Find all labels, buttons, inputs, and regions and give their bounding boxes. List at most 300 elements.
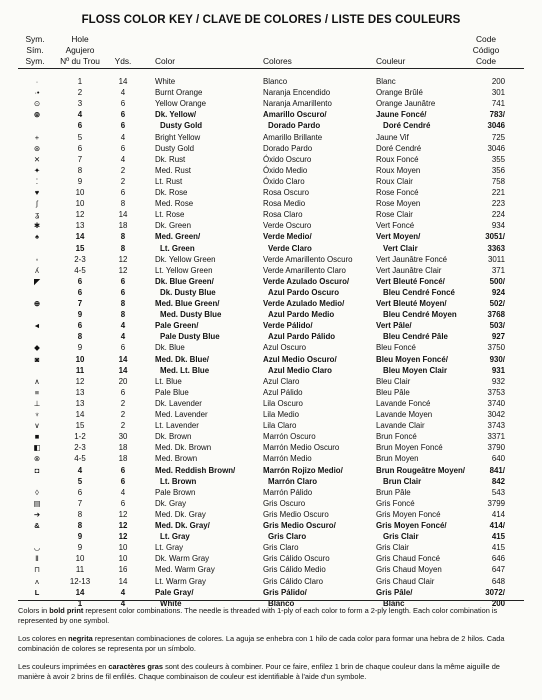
couleur-cell: Vert Bleuté Moyen/ [376, 299, 447, 308]
color-name-cell: Lt. Lavender [155, 421, 199, 431]
color-name-cell: Med. Dk. Gray [155, 509, 206, 519]
color-name-cell: White [155, 77, 176, 86]
yards-cell: 4 [120, 88, 126, 98]
symbol-cell: ʓ [34, 210, 40, 220]
colores-cell: Azul Medio Oscuro/ [263, 354, 337, 364]
symbol-cell: · [35, 77, 39, 86]
yards-cell: 12 [118, 532, 128, 542]
code-cell: 3011 [488, 254, 505, 264]
table-row [0, 365, 542, 376]
couleur-cell: Roux Moyen [376, 165, 421, 175]
code-cell: 842 [491, 476, 505, 486]
colores-cell: Óxido Medio [263, 165, 308, 175]
colores-cell: Verde Oscuro [263, 221, 312, 231]
hole-cell: 9 [77, 310, 83, 320]
hole-cell: 8 [77, 521, 83, 530]
hole-cell: 11 [75, 565, 85, 575]
couleur-cell: Brun Pâle [376, 487, 411, 497]
symbol-cell: ʎ [35, 265, 39, 275]
code-cell: 3750 [487, 343, 505, 353]
symbol-cell: ◦ [35, 254, 39, 264]
code-cell: 725 [491, 132, 505, 142]
color-header: Color [155, 56, 176, 66]
yards-cell: 4 [120, 598, 126, 608]
hole-header: Hole Agujero Nº du Trou [60, 34, 100, 66]
code-cell: 3072/ [485, 587, 505, 597]
color-name-cell: Med. Dk. Blue/ [155, 354, 209, 364]
table-row [0, 132, 542, 143]
hole-cell: 8 [77, 165, 83, 175]
hole-cell: 5 [77, 476, 83, 486]
hole-cell: 10 [75, 554, 85, 564]
code-cell: 503/ [489, 321, 505, 331]
hole-cell: 6 [77, 287, 83, 297]
colores-cell: Azul Pardo Pálido [268, 332, 336, 342]
symbol-cell: ▤ [33, 498, 41, 508]
yards-cell: 30 [118, 432, 128, 442]
color-name-cell: Dk. Green [155, 221, 191, 231]
colores-cell: Marrón Rojizo Medio/ [263, 465, 343, 475]
yards-cell: 8 [120, 299, 126, 308]
couleur-cell: Doré Cendré [376, 143, 422, 153]
symbol-cell: ♥ [34, 188, 40, 197]
yards-cell: 8 [120, 232, 126, 242]
yards-cell: 2 [120, 176, 126, 186]
yards-cell: 12 [118, 254, 128, 264]
colores-cell: Verde Claro [268, 243, 312, 253]
code-cell: 3371 [487, 432, 505, 442]
table-row [0, 231, 542, 242]
colores-cell: Marrón Medio Oscuro [263, 443, 340, 453]
yards-cell: 6 [120, 343, 126, 353]
hole-cell: 6 [77, 487, 83, 497]
color-name-cell: Pale Dusty Blue [160, 332, 220, 342]
code-cell: 930/ [489, 354, 505, 364]
table-row [0, 564, 542, 575]
table-row [0, 431, 542, 442]
hole-cell: 6 [77, 321, 83, 331]
table-row [0, 342, 542, 353]
symbol-cell: ◊ [35, 487, 39, 497]
symbol-cell: ♆ [34, 410, 40, 419]
hole-cell: 9 [77, 176, 83, 186]
hole-cell: 1-2 [74, 432, 86, 442]
footer-rule [18, 600, 524, 601]
color-name-cell: Med. Lavender [155, 410, 208, 419]
couleur-cell: Gris Moyen Foncé/ [376, 521, 447, 530]
color-name-cell: Lt. Rose [155, 210, 185, 220]
yards-cell: 2 [120, 398, 126, 408]
hole-cell: 4 [77, 465, 83, 475]
colores-cell: Dorado Pardo [263, 143, 313, 153]
color-name-cell: Dk. Blue Green/ [155, 276, 214, 286]
yards-cell: 4 [120, 487, 126, 497]
colores-cell: Marrón Oscuro [263, 432, 316, 442]
colores-cell: Rosa Claro [263, 210, 303, 220]
color-name-cell: Dusty Gold [160, 121, 203, 131]
color-name-cell: Med. Rust [155, 165, 191, 175]
color-name-cell: Lt. Blue [155, 376, 182, 386]
colores-header: Colores [263, 56, 292, 66]
color-name-cell: Dusty Gold [155, 143, 195, 153]
color-name-cell: Dk. Yellow Green [155, 254, 216, 264]
symbol-cell: ◧ [33, 443, 41, 453]
code-cell: 3051/ [485, 232, 505, 242]
colores-cell: Azul Claro [263, 376, 300, 386]
symbol-cell: ✦ [33, 165, 41, 175]
hole-cell: 13 [75, 221, 85, 231]
couleur-cell: Roux Clair [376, 176, 413, 186]
couleur-cell: Lavande Foncé [376, 398, 431, 408]
hole-cell: 4-5 [74, 454, 86, 464]
hole-cell: 4 [77, 110, 83, 120]
colores-cell: Blanco [268, 598, 295, 608]
symbol-cell: ♠ [35, 232, 39, 242]
couleur-cell: Vert Foncé [376, 221, 415, 231]
code-cell: 741 [491, 99, 505, 109]
symbol-cell: ⁚ [35, 176, 39, 186]
note-french: Les couleurs imprimées en caractères gras sont des couleurs à combiner. Pour ce faire, enfilez 1 brin de chaque couleur dans la même aiguille de manière à avoir 2 brins de fil enfilés. Chaque combinaison de couleur est identifiable à l'aide d'un symbole. [18, 662, 500, 681]
couleur-cell: Bleu Moyen Foncé/ [376, 354, 448, 364]
hole-cell: 7 [77, 154, 83, 164]
yards-cell: 2 [120, 421, 126, 431]
symbol-cell: ✕ [33, 154, 41, 164]
yards-cell: 14 [118, 365, 128, 375]
symbol-cell: ◙ [34, 354, 40, 364]
yards-cell: 14 [118, 210, 128, 220]
code-cell: 414/ [489, 521, 505, 530]
yards-cell: 12 [118, 521, 128, 530]
hole-cell: 1 [77, 77, 83, 86]
code-cell: 200 [491, 598, 505, 608]
colores-cell: Gris Medio Oscuro [263, 509, 329, 519]
colores-cell: Marrón Pálido [263, 487, 313, 497]
table-row [0, 198, 542, 209]
note-english: Colors in bold print represent color combinations. The needle is threaded with 1-ply of each color to form a 2-ply length. Each color combination is represented by one symbol. [18, 606, 498, 625]
symbol-cell: ⊙ [33, 99, 41, 109]
colores-cell: Amarillo Oscuro/ [263, 110, 327, 120]
couleur-cell: Blanc [383, 598, 405, 608]
hole-cell: 15 [75, 243, 85, 253]
table-row [0, 98, 542, 109]
color-name-cell: Pale Brown [155, 487, 196, 497]
code-cell: 640 [491, 454, 505, 464]
couleur-cell: Brun Moyen [376, 454, 419, 464]
table-row [0, 243, 542, 254]
code-cell: 3743 [487, 421, 505, 431]
yards-cell: 4 [120, 332, 126, 342]
color-name-cell: Med. Rose [155, 199, 194, 209]
color-name-cell: White [160, 598, 182, 608]
couleur-cell: Jaune Vif [376, 132, 409, 142]
couleur-cell: Vert Clair [383, 243, 418, 253]
sym-header: Sym. Sím. Sym. [25, 34, 45, 66]
symbol-cell: ⊚ [33, 110, 41, 120]
colores-cell: Marrón Medio [263, 454, 312, 464]
symbol-cell: ∨ [34, 421, 40, 431]
colores-cell: Óxido Oscuro [263, 154, 312, 164]
color-name-cell: Dk. Rose [155, 188, 188, 197]
colores-cell: Naranja Encendido [263, 88, 331, 98]
symbol-cell: ·• [34, 88, 40, 98]
yards-cell: 10 [118, 554, 128, 564]
code-cell: 414 [491, 509, 505, 519]
colores-cell: Verde Amarillento Claro [263, 265, 346, 275]
code-cell: 927 [491, 332, 505, 342]
hole-cell: 10 [75, 188, 85, 197]
table-row [0, 420, 542, 431]
code-cell: 224 [491, 210, 505, 220]
yards-cell: 4 [120, 154, 126, 164]
colores-cell: Gris Cálido Oscuro [263, 554, 330, 564]
hole-cell: 12 [75, 376, 85, 386]
code-cell: 3753 [487, 387, 505, 397]
yards-cell: 10 [118, 543, 128, 553]
symbol-cell: Ⅱ [35, 554, 39, 564]
symbol-cell: ◆ [34, 343, 40, 353]
code-cell: 223 [491, 199, 505, 209]
symbol-cell: ⊓ [34, 565, 40, 575]
code-cell: 415 [491, 532, 505, 542]
yards-cell: 8 [120, 243, 126, 253]
color-name-cell: Burnt Orange [155, 88, 203, 98]
code-cell: 543 [491, 487, 505, 497]
table-row [0, 276, 542, 287]
colores-cell: Blanco [263, 77, 288, 86]
header-rule [18, 68, 524, 69]
table-row [0, 398, 542, 409]
hole-cell: 6 [77, 121, 83, 131]
couleur-cell: Bleu Moyen Clair [383, 365, 448, 375]
color-name-cell: Pale Green/ [155, 321, 199, 331]
code-cell: 934 [491, 221, 505, 231]
couleur-cell: Bleu Foncé [376, 343, 416, 353]
table-row [0, 553, 542, 564]
yards-cell: 18 [118, 454, 128, 464]
code-cell: 3740 [487, 398, 505, 408]
color-name-cell: Dk. Brown [155, 432, 192, 442]
hole-cell: 4-5 [74, 265, 86, 275]
colores-cell: Azul Pardo Oscuro [268, 287, 340, 297]
colores-cell: Rosa Medio [263, 199, 306, 209]
colores-cell: Gris Claro [263, 543, 299, 553]
colores-cell: Gris Claro [268, 532, 307, 542]
code-cell: 647 [491, 565, 505, 575]
hole-cell: 13 [75, 387, 85, 397]
colores-cell: Lila Claro [263, 421, 297, 431]
couleur-cell: Gris Clair [383, 532, 419, 542]
color-name-cell: Med. Dk. Brown [155, 443, 212, 453]
couleur-cell: Roux Foncé [376, 154, 419, 164]
yards-cell: 6 [120, 121, 126, 131]
couleur-cell: Bleu Cendré Moyen [383, 310, 457, 320]
colores-cell: Verde Medio/ [263, 232, 312, 242]
table-row [0, 187, 542, 198]
hole-cell: 15 [75, 421, 85, 431]
symbol-cell: ⊗ [33, 454, 41, 464]
couleur-cell: Orange Jaunâtre [376, 99, 436, 109]
hole-cell: 8 [77, 332, 83, 342]
hole-cell: 2-3 [74, 254, 86, 264]
colores-cell: Rosa Oscuro [263, 188, 310, 197]
yards-cell: 6 [120, 276, 126, 286]
couleur-cell: Gris Chaud Clair [376, 576, 435, 586]
color-name-cell: Dk. Yellow/ [155, 110, 197, 120]
code-cell: 200 [491, 77, 505, 86]
table-row [0, 254, 542, 265]
symbol-cell: ⊕ [33, 299, 41, 308]
couleur-cell: Brun Foncé [376, 432, 417, 442]
symbol-cell: ■ [34, 432, 40, 442]
yards-cell: 12 [118, 509, 128, 519]
couleur-cell: Brun Clair [383, 476, 422, 486]
colores-cell: Marrón Claro [268, 476, 318, 486]
note-spanish: Los colores en negrita representan combinaciones de colores. La aguja se enhebra con 1 hilo de cada color para formar una hebra de 2 hilos. Cada combinación de colores se representa por un símbolo. [18, 634, 505, 653]
color-name-cell: Lt. Brown [160, 476, 197, 486]
code-cell: 648 [491, 576, 505, 586]
table-row [0, 209, 542, 220]
yards-cell: 14 [118, 77, 128, 86]
hole-cell: 3 [77, 99, 83, 109]
color-name-cell: Med. Green/ [155, 232, 201, 242]
yards-cell: 16 [118, 565, 128, 575]
color-name-cell: Lt. Warm Gray [155, 576, 206, 586]
table-row [0, 465, 542, 476]
code-cell: 371 [491, 265, 505, 275]
code-cell: 646 [491, 554, 505, 564]
table-row [0, 309, 542, 320]
color-name-cell: Med. Brown [155, 454, 198, 464]
table-row [0, 453, 542, 464]
colores-cell: Azul Pálido [263, 387, 303, 397]
hole-cell: 10 [75, 199, 85, 209]
table-row [0, 331, 542, 342]
colores-cell: Naranja Amarillento [263, 99, 332, 109]
table-row [0, 387, 542, 398]
table-row [0, 376, 542, 387]
yards-cell: 6 [120, 465, 126, 475]
couleur-cell: Bleu Pâle [376, 387, 410, 397]
colores-cell: Azul Medio Claro [268, 365, 333, 375]
hole-cell: 14 [75, 587, 85, 597]
couleur-header: Couleur [376, 56, 406, 66]
hole-cell: 14 [75, 410, 85, 419]
color-name-cell: Lt. Rust [155, 176, 183, 186]
colores-cell: Gris Cálido Medio [263, 565, 326, 575]
color-name-cell: Dk. Blue [155, 343, 185, 353]
color-name-cell: Bright Yellow [155, 132, 201, 142]
couleur-cell: Blanc [376, 77, 396, 86]
yards-cell: 14 [118, 576, 128, 586]
hole-cell: 11 [75, 365, 85, 375]
table-row [0, 87, 542, 98]
code-cell: 758 [491, 176, 505, 186]
symbol-cell: ➔ [33, 509, 41, 519]
symbol-cell: ◂ [35, 321, 39, 331]
symbol-cell: ⊥ [33, 398, 41, 408]
table-row [0, 76, 542, 87]
table-row [0, 220, 542, 231]
couleur-cell: Vert Jaunâtre Clair [376, 265, 442, 275]
color-name-cell: Lt. Yellow Green [155, 265, 213, 275]
yds-header: Yds. [114, 56, 132, 66]
code-cell: 221 [491, 188, 505, 197]
table-row [0, 354, 542, 365]
color-name-cell: Med. Dk. Gray/ [155, 521, 210, 530]
symbol-cell: ◘ [34, 465, 40, 475]
yards-cell: 14 [118, 354, 128, 364]
couleur-cell: Bleu Clair [376, 376, 411, 386]
table-row [0, 409, 542, 420]
color-name-cell: Dk. Rust [155, 154, 186, 164]
colores-cell: Óxido Claro [263, 176, 305, 186]
code-cell: 355 [491, 154, 505, 164]
colores-cell: Gris Pálido/ [263, 587, 307, 597]
color-name-cell: Lt. Gray [155, 543, 184, 553]
couleur-cell: Vert Jaunâtre Foncé [376, 254, 448, 264]
color-name-cell: Med. Lt. Blue [160, 365, 210, 375]
hole-cell: 9 [77, 532, 83, 542]
yards-cell: 6 [120, 476, 126, 486]
couleur-cell: Orange Brûlé [376, 88, 423, 98]
colores-cell: Verde Pálido/ [263, 321, 313, 331]
colores-cell: Lila Medio [263, 410, 299, 419]
yards-cell: 8 [120, 199, 126, 209]
yards-cell: 6 [120, 387, 126, 397]
hole-cell: 14 [75, 232, 85, 242]
yards-cell: 8 [120, 310, 126, 320]
yards-cell: 6 [120, 287, 126, 297]
table-row [0, 109, 542, 120]
code-cell: 415 [491, 543, 505, 553]
hole-cell: 10 [75, 354, 85, 364]
hole-cell: 7 [77, 299, 83, 308]
yards-cell: 6 [120, 99, 126, 109]
couleur-cell: Doré Cendré [383, 121, 431, 131]
couleur-cell: Vert Moyen/ [376, 232, 421, 242]
hole-cell: 13 [75, 398, 85, 408]
yards-cell: 12 [118, 265, 128, 275]
table-row [0, 265, 542, 276]
hole-cell: 5 [77, 132, 83, 142]
symbol-cell: + [34, 132, 40, 142]
code-cell: 3799 [487, 498, 505, 508]
table-row [0, 509, 542, 520]
table-row [0, 176, 542, 187]
code-cell: 502/ [489, 299, 505, 308]
symbol-cell: ◤ [34, 276, 40, 286]
couleur-cell: Gris Chaud Foncé [376, 554, 441, 564]
color-name-cell: Pale Gray/ [155, 587, 194, 597]
table-row [0, 531, 542, 542]
symbol-cell: ∧ [34, 376, 40, 386]
colores-cell: Verde Azulado Oscuro/ [263, 276, 350, 286]
hole-cell: 8 [77, 509, 83, 519]
couleur-cell: Rose Clair [376, 210, 413, 220]
color-name-cell: Dk. Gray [155, 498, 187, 508]
yards-cell: 18 [118, 443, 128, 453]
table-row [0, 576, 542, 587]
couleur-cell: Gris Foncé [376, 498, 415, 508]
colores-cell: Gris Cálido Claro [263, 576, 324, 586]
color-name-cell: Yellow Orange [155, 99, 207, 109]
code-cell: 301 [491, 88, 505, 98]
yards-cell: 18 [118, 221, 128, 231]
color-name-cell: Dk. Warm Gray [155, 554, 210, 564]
colores-cell: Gris Oscuro [263, 498, 306, 508]
table-row [0, 487, 542, 498]
couleur-cell: Lavande Moyen [376, 410, 433, 419]
